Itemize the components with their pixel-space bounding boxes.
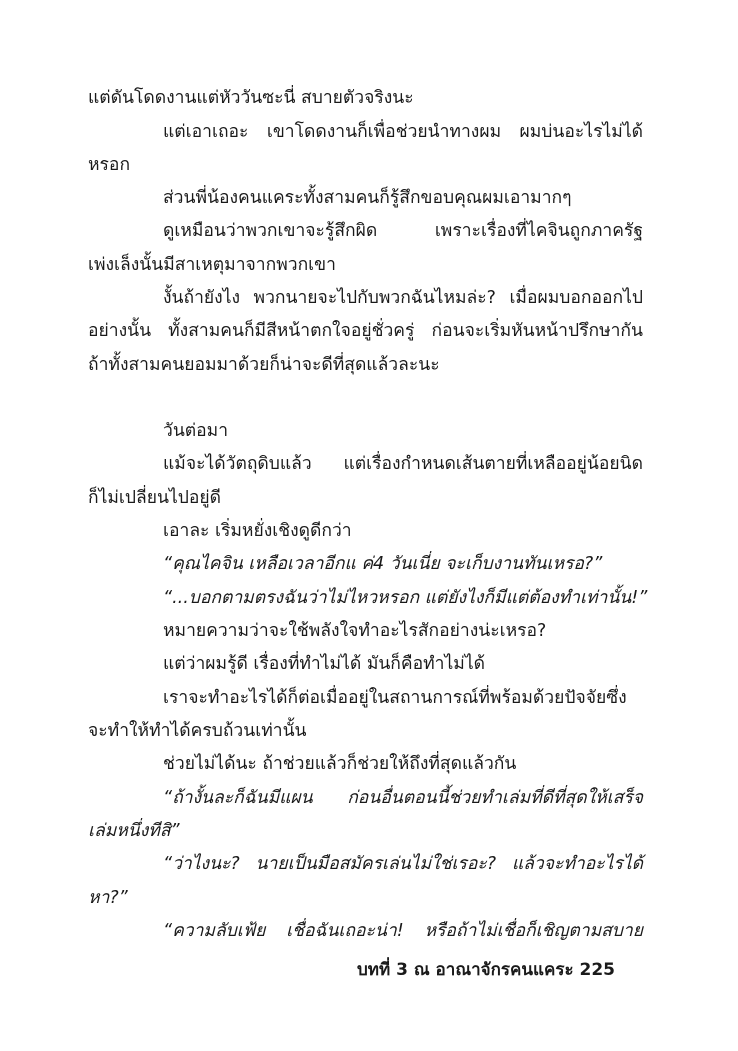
text-line: แต่เอาเถอะ เขาโดดงานก็เพื่อช่วยนำทางผม ผมบ่นอะไรไม่ได้ (163, 122, 643, 142)
text-line: แต่ดันโดดงานแต่หัววันซะนี่ สบายตัวจริงนะ (88, 88, 414, 108)
text-line: หมายความว่าจะใช้พลังใจทำอะไรสักอย่างน่ะเหรอ? (163, 621, 547, 641)
dialogue-line: “ความลับเฟ้ย เชื่อฉันเถอะน่า! หรือถ้าไม่เชื่อก็เชิญตามสบาย (163, 921, 643, 941)
text-line: ถ้าทั้งสามคนยอมมาด้วยก็น่าจะดีที่สุดแล้วละนะ (88, 355, 440, 375)
text-line: ดูเหมือนว่าพวกเขาจะรู้สึกผิด เพราะเรื่องที่ไคจินถูกภาครัฐ (163, 221, 643, 241)
text-line: ช่วยไม่ได้นะ ถ้าช่วยแล้วก็ช่วยให้ถึงที่สุดแล้วกัน (163, 754, 517, 774)
dialogue-line: เล่มหนึ่งทีสิ” (88, 821, 180, 841)
text-line: วันต่อมา (163, 421, 229, 441)
dialogue-line: “ว่าไงนะ? นายเป็นมือสมัครเล่นไม่ใช่เรอะ? แล้วจะทำอะไรได้ (163, 854, 643, 874)
dialogue-line: “ถ้างั้นละก็ฉันมีแผน ก่อนอื่นตอนนี้ช่วยทำเล่มที่ดีที่สุดให้เสร็จ (163, 788, 643, 808)
text-line: หรอก (88, 155, 131, 175)
text-line: แม้จะได้วัตถุดิบแล้ว แต่เรื่องกำหนดเส้นตายที่เหลืออยู่น้อยนิด (163, 454, 643, 474)
text-line: จะทำให้ทำได้ครบถ้วนเท่านั้น (88, 721, 307, 741)
dialogue-line: หา?” (88, 888, 128, 908)
text-line: แต่ว่าผมรู้ดี เรื่องที่ทำไม่ได้ มันก็คือทำไม่ได้ (163, 654, 485, 674)
text-line: เราจะทำอะไรได้ก็ต่อเมื่ออยู่ในสถานการณ์ที่พร้อมด้วยปัจจัยซึ่ง (163, 688, 627, 708)
text-line: ก็ไม่เปลี่ยนไปอยู่ดี (88, 488, 222, 508)
text-line: อย่างนั้น ทั้งสามคนก็มีสีหน้าตกใจอยู่ชั่วครู่ ก่อนจะเริ่มหันหน้าปรึกษากัน (88, 321, 643, 341)
dialogue-line: “...บอกตามตรงฉันว่าไม่ไหวหรอก แต่ยังไงก็มีแต่ต้องทำเท่านั้น!” (163, 588, 648, 608)
text-line: งั้นถ้ายังไง พวกนายจะไปกับพวกฉันไหมล่ะ? เมื่อผมบอกออกไป (163, 288, 643, 308)
page-footer: บทที่ 3 ณ อาณาจักรคนแคระ 225 (357, 960, 616, 980)
text-line: เพ่งเล็งนั้นมีสาเหตุมาจากพวกเขา (88, 255, 336, 275)
dialogue-line: “คุณไคจิน เหลือเวลาอีกแ ค่4 วันเนี่ย จะเก็บงานทันเหรอ?” (163, 554, 603, 574)
text-line: เอาละ เริ่มหยั่งเชิงดูดีกว่า (163, 521, 352, 541)
text-line: ส่วนพี่น้องคนแคระทั้งสามคนก็รู้สึกขอบคุณผมเอามากๆ (163, 188, 572, 208)
